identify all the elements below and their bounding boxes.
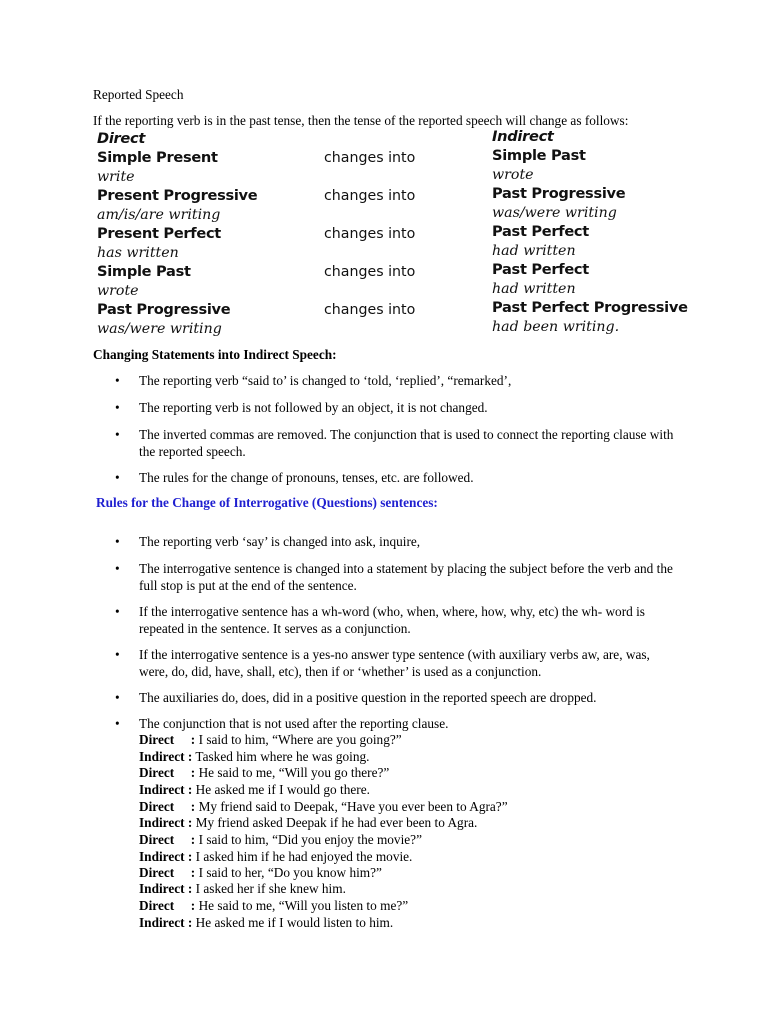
list-item: • The conjunction that is not used after the reporting clause. — [139, 716, 679, 733]
example-label: Indirect : — [139, 849, 193, 864]
example-label: Indirect : — [139, 881, 193, 896]
intro-paragraph: If the reporting verb is in the past tense, then the tense of the reported speech will change as follows: — [93, 113, 629, 128]
example-label: Indirect : — [139, 915, 193, 930]
example-label: Direct : — [139, 832, 196, 847]
direct-example: was/were writing — [97, 321, 222, 337]
direct-tense: Past Progressive — [97, 301, 231, 318]
list-item: • The inverted commas are removed. The conjunction that is used to connect the reporting clause with the reported speech. — [139, 427, 679, 460]
example-line — [139, 732, 402, 749]
direct-header: Direct — [97, 130, 146, 147]
direct-tense: Simple Present — [97, 149, 218, 166]
example-line — [139, 832, 422, 849]
changes-into-label: changes into — [324, 302, 416, 318]
document-title: Reported Speech — [93, 87, 184, 102]
example-label: Indirect : — [139, 749, 193, 764]
list-item: • The rules for the change of pronouns, tenses, etc. are followed. — [139, 470, 679, 487]
direct-example: write — [97, 169, 135, 185]
changes-into-label: changes into — [324, 150, 416, 166]
changes-into-label: changes into — [324, 188, 416, 204]
direct-tense: Present Perfect — [97, 225, 221, 242]
list-item: • The auxiliaries do, does, did in a positive question in the reported speech are dropped. — [139, 690, 679, 707]
indirect-example: had been writing. — [492, 319, 620, 335]
example-label: Indirect : — [139, 815, 193, 830]
example-line — [139, 915, 393, 932]
example-text: He asked me if I would go there. — [192, 782, 370, 797]
example-line — [139, 898, 408, 915]
example-label: Direct : — [139, 732, 196, 747]
direct-example: has written — [97, 245, 179, 261]
indirect-example: had written — [492, 281, 576, 297]
example-label: Direct : — [139, 898, 196, 913]
example-text: I said to him, “Did you enjoy the movie?” — [195, 832, 422, 847]
indirect-tense: Past Perfect — [492, 261, 589, 278]
example-label: Direct : — [139, 865, 196, 880]
example-label: Direct : — [139, 799, 196, 814]
example-line — [139, 849, 412, 866]
example-line — [139, 881, 346, 898]
indirect-tense: Simple Past — [492, 147, 586, 164]
list-item: • If the interrogative sentence has a wh-word (who, when, where, how, why, etc) the wh- word is repeated in the sentence. It serves as a conjunction. — [139, 604, 679, 637]
example-line — [139, 865, 382, 882]
list-item: • If the interrogative sentence is a yes-no answer type sentence (with auxiliary verbs aw, are, was, were, do, did, have, shall, etc), then if or ‘whether’ is used as a conjunction. — [139, 647, 679, 680]
example-label: Indirect : — [139, 782, 193, 797]
list-item: • The reporting verb is not followed by an object, it is not changed. — [139, 400, 679, 417]
direct-example: wrote — [97, 283, 139, 299]
example-text: My friend said to Deepak, “Have you ever been to Agra?” — [195, 799, 508, 814]
example-line — [139, 765, 389, 782]
example-text: I asked him if he had enjoyed the movie. — [192, 849, 413, 864]
example-text: I said to him, “Where are you going?” — [195, 732, 402, 747]
changes-into-label: changes into — [324, 226, 416, 242]
example-text: I asked her if she knew him. — [192, 881, 346, 896]
list-item: • The reporting verb “said to’ is changed to ‘told, ‘replied’, “remarked’, — [139, 373, 679, 390]
direct-example: am/is/are writing — [97, 207, 221, 223]
indirect-example: wrote — [492, 167, 534, 183]
example-text: My friend asked Deepak if he had ever been to Agra. — [192, 815, 478, 830]
example-line — [139, 799, 508, 816]
example-text: He asked me if I would listen to him. — [192, 915, 394, 930]
list-item: • The reporting verb ‘say’ is changed into ask, inquire, — [139, 534, 679, 551]
example-text: He said to me, “Will you go there?” — [195, 765, 390, 780]
example-label: Direct : — [139, 765, 196, 780]
direct-tense: Present Progressive — [97, 187, 258, 204]
list-item: • The interrogative sentence is changed into a statement by placing the subject before the verb and the full stop is put at the end of the sentence. — [139, 561, 679, 594]
example-line — [139, 749, 370, 766]
example-text: Tasked him where he was going. — [192, 749, 370, 764]
indirect-header: Indirect — [492, 128, 554, 145]
indirect-example: was/were writing — [492, 205, 617, 221]
direct-tense: Simple Past — [97, 263, 191, 280]
example-text: I said to her, “Do you know him?” — [195, 865, 382, 880]
statements-heading: Changing Statements into Indirect Speech: — [93, 347, 337, 362]
questions-heading: Rules for the Change of Interrogative (Questions) sentences: — [96, 495, 438, 510]
example-line — [139, 782, 370, 799]
indirect-tense: Past Perfect — [492, 223, 589, 240]
example-line — [139, 815, 477, 832]
example-text: He said to me, “Will you listen to me?” — [195, 898, 409, 913]
indirect-example: had written — [492, 243, 576, 259]
indirect-tense: Past Progressive — [492, 185, 626, 202]
indirect-tense: Past Perfect Progressive — [492, 299, 688, 316]
changes-into-label: changes into — [324, 264, 416, 280]
